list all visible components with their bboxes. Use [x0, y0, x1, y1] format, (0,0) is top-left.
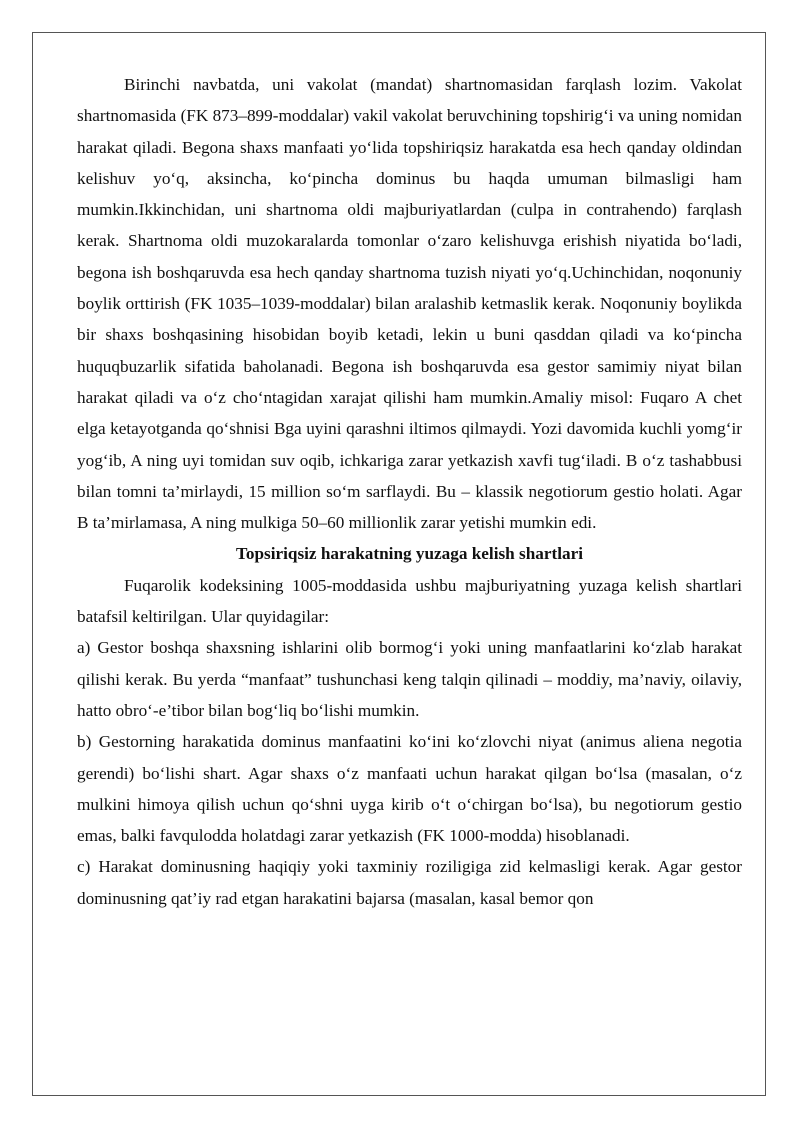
- conditions-intro-paragraph: Fuqarolik kodeksining 1005-moddasida ushbu majburiyatning yuzaga kelish shartlari batafsil keltirilgan. Ular quyidagilar:: [77, 575, 742, 627]
- condition-c-paragraph: c) Harakat dominusning haqiqiy yoki taxminiy roziligiga zid kelmasligi kerak. Agar gestor dominusning qat’iy rad etgan harakatini bajarsa (masalan, kasal bemor qon: [77, 857, 742, 908]
- intro-paragraph: Birinchi navbatda, uni vakolat (mandat) shartnomasidan farqlash lozim. Vakolat shartnomasida (FK 873–899-moddalar) vakil vakolat beruvchining topshirig‘i va uning nomidan harakat qiladi. Begona shaxs manfaati yo‘lida topshiriqsiz harakatda esa hech qanday oldindan kelishuv yo‘q, aksincha, ko‘pincha dominus bu haqda umuman bilmasligi ham mumkin.Ikkinchidan, uni shartnoma oldi majburiyatlardan (culpa in contrahendo) farqlash kerak. Shartnoma oldi muzokaralarda tomonlar o‘zaro kelishuvga erishish niyatida bo‘ladi, begona ish boshqaruvda esa hech qanday shartnoma tuzish niyati yo‘q.Uchinchidan, noqonuniy boylik orttirish (FK 1035–1039-moddalar) bilan aralashib ketmaslik kerak. Noqonuniy boylikda bir shaxs boshqasining hisobidan boyib ketadi, lekin u buni qasddan qiladi va ko‘pincha huquqbuzarlik sifatida baholanadi. Begona ish boshqaruvda esa gestor samimiy niyat bilan harakat qiladi va o‘z cho‘ntagidan xarajat qilishi ham mumkin.Amaliy misol: Fuqaro A chet elga ketayotganda qo‘shnisi Bga uyini qarashni iltimos qilmaydi. Yozi davomida kuchli yomg‘ir yog‘ib, A ning uyi tomidan suv oqib, ichkariga zarar yetkazish xavfi tug‘iladi. B o‘z tashabbusi bilan tomni ta’mirlaydi, 15 million so‘m sarflaydi. Bu – klassik negotiorum gestio holati. Agar B ta’mirlamasa, A ning mulkiga 50–60 millionlik zarar yetishi mumkin edi.: [77, 75, 742, 533]
- condition-a-paragraph: a) Gestor boshqa shaxsning ishlarini olib bormog‘i yoki uning manfaatlarini ko‘zlab harakat qilishi kerak. Bu yerda “manfaat” tushunchasi keng talqin qilinadi – moddiy, ma’naviy, oilaviy, hatto obro‘-e’tibor bilan bog‘liq bo‘lishi mumkin.: [77, 638, 742, 720]
- document-body: [77, 69, 742, 914]
- condition-b-paragraph: b) Gestorning harakatida dominus manfaatini ko‘ini ko‘zlovchi niyat (animus aliena negotia gerendi) bo‘lishi shart. Agar shaxs o‘z manfaati uchun harakat qilgan bo‘lsa (masalan, o‘z mulkini himoya qilish uchun qo‘shni uyga kirib o‘t o‘chirgan bo‘lsa), bu negotiorum gestio emas, balki favqulodda holatdagi zarar yetkazish (FK 1000-modda) hisoblanadi.: [77, 732, 742, 846]
- section-heading: Topsiriqsiz harakatning yuzaga kelish shartlari: [236, 544, 583, 564]
